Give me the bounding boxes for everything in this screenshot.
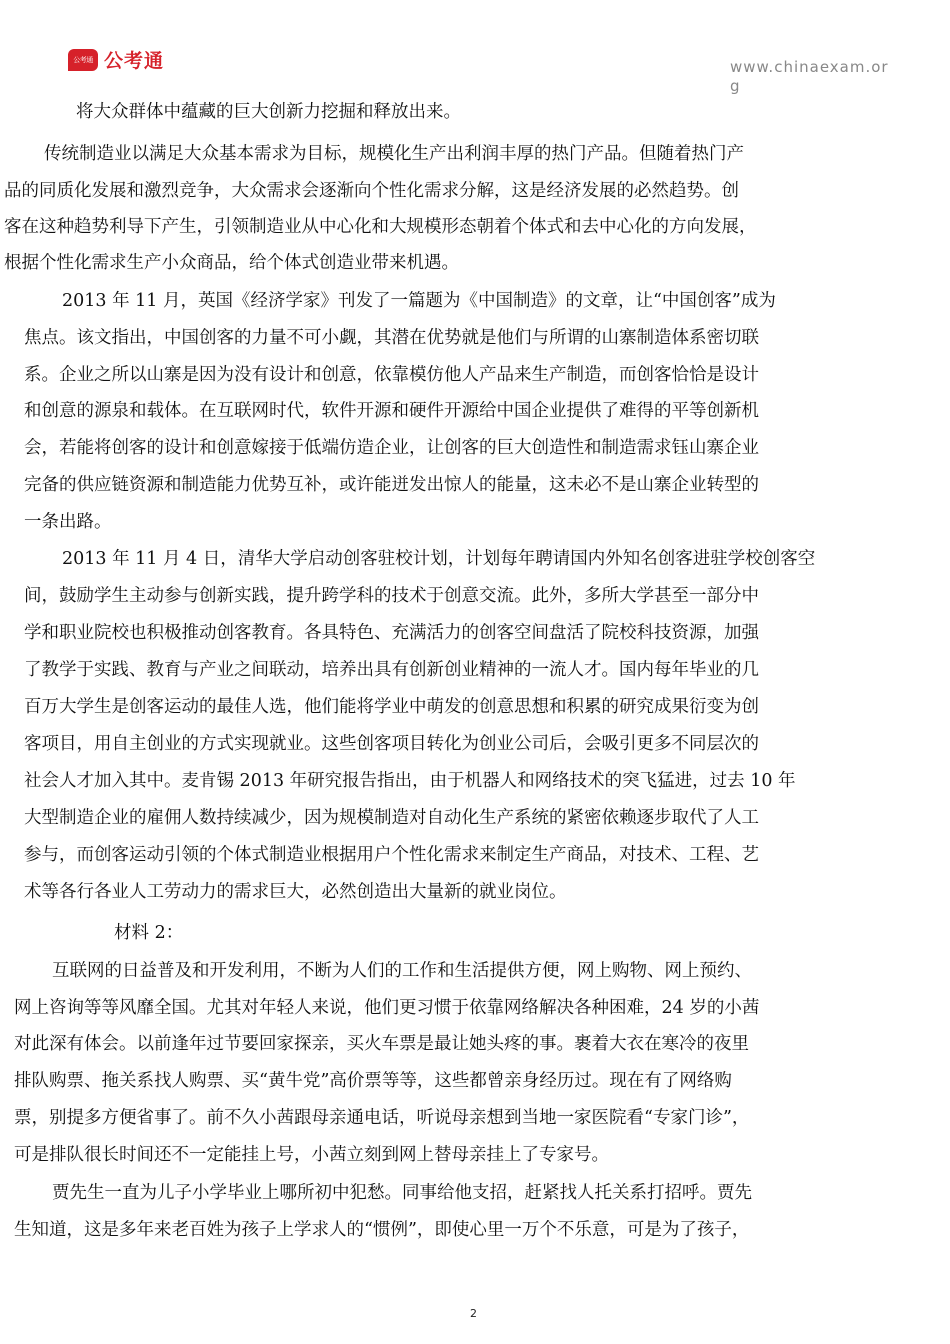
text-line: 网上咨询等等风靡全国。尤其对年轻人来说，他们更习惯于依靠网络解决各种困难，24 岁的小茜 [14,998,760,1018]
text-line: 客项目，用自主创业的方式实现就业。这些创客项目转化为创业公司后，会吸引更多不同层次的 [24,734,759,754]
text-line: 大型制造企业的雇佣人数持续减少，因为规模制造对自动化生产系统的紧密依赖逐步取代了人工 [24,808,759,828]
text-line: 和创意的源泉和载体。在互联网时代，软件开源和硬件开源给中国企业提供了难得的平等创新机 [24,401,759,421]
text-line: 材料 2： [114,923,184,943]
text-line: 间，鼓励学生主动参与创新实践，提升跨学科的技术于创意交流。此外，多所大学甚至一部分中 [24,586,759,606]
text-line: 生知道，这是多年来老百姓为孩子上学求人的“惯例”，即使心里一万个不乐意，可是为了孩子， [14,1220,750,1240]
text-line: 排队购票、拖关系找人购票、买“黄牛党”高价票等等，这些都曾亲身经历过。现在有了网络购 [14,1071,732,1091]
text-line: 根据个性化需求生产小众商品，给个体式创造业带来机遇。 [4,253,459,273]
text-line: 焦点。该文指出，中国创客的力量不可小觑，其潜在优势就是他们与所谓的山寨制造体系密切联 [24,328,759,348]
text-line: 会，若能将创客的设计和创意嫁接于低端仿造企业，让创客的巨大创造性和制造需求钰山寨企业 [24,438,759,458]
text-line: 贾先生一直为儿子小学毕业上哪所初中犯愁。同事给他支招，赶紧找人托关系打招呼。贾先 [52,1183,752,1203]
text-line: 将大众群体中蕴藏的巨大创新力挖掘和释放出来。 [76,102,461,122]
text-line: 2013 年 11 月 4 日，清华大学启动创客驻校计划，计划每年聘请国内外知名创客进驻学校创客空 [62,549,816,569]
text-line: 传统制造业以满足大众基本需求为目标，规模化生产出利润丰厚的热门产品。但随着热门产 [44,144,744,164]
brand-logo [68,46,164,73]
site-url: www.chinaexam.org [730,58,889,95]
text-line: 票，别提多方便省事了。前不久小茜跟母亲通电话，听说母亲想到当地一家医院看“专家门诊”， [14,1108,750,1128]
text-line: 可是排队很长时间还不一定能挂上号，小茜立刻到网上替母亲挂上了专家号。 [14,1145,609,1165]
text-line: 品的同质化发展和激烈竞争，大众需求会逐渐向个性化需求分解，这是经济发展的必然趋势。创 [4,181,739,201]
logo-text: 公考通 [104,50,165,72]
text-line: 互联网的日益普及和开发利用，不断为人们的工作和生活提供方便，网上购物、网上预约、 [52,961,752,981]
text-line: 对此深有体会。以前逢年过节要回家探亲，买火车票是最让她头疼的事。裹着大衣在寒冷的夜里 [14,1034,749,1054]
text-line: 2013 年 11 月，英国《经济学家》刊发了一篇题为《中国制造》的文章，让“中国创客”成为 [62,291,776,311]
text-line: 社会人才加入其中。麦肯锡 2013 年研究报告指出，由于机器人和网络技术的突飞猛进，过去 10 年 [24,771,796,791]
text-line: 一条出路。 [24,512,112,532]
text-line: 学和职业院校也积极推动创客教育。各具特色、充满活力的创客空间盘活了院校科技资源，加强 [24,623,759,643]
text-line: 完备的供应链资源和制造能力优势互补，或许能迸发出惊人的能量，这未必不是山寨企业转型的 [24,475,759,495]
text-line: 百万大学生是创客运动的最佳人选，他们能将学业中萌发的创意思想和积累的研究成果衍变为创 [24,697,759,717]
page-number: 2 [470,1307,477,1320]
text-line: 术等各行各业人工劳动力的需求巨大，必然创造出大量新的就业岗位。 [24,882,567,902]
text-line: 客在这种趋势利导下产生，引领制造业从中心化和大规模形态朝着个体式和去中心化的方向发展， [4,217,757,237]
text-line: 系。企业之所以山寨是因为没有设计和创意，依靠模仿他人产品来生产制造，而创客恰恰是设计 [24,365,759,385]
logo-mark-icon: 公考通 [68,49,98,71]
text-line: 参与，而创客运动引领的个体式制造业根据用户个性化需求来制定生产商品，对技术、工程、艺 [24,845,759,865]
text-line: 了教学于实践、教育与产业之间联动，培养出具有创新创业精神的一流人才。国内每年毕业的几 [24,660,759,680]
